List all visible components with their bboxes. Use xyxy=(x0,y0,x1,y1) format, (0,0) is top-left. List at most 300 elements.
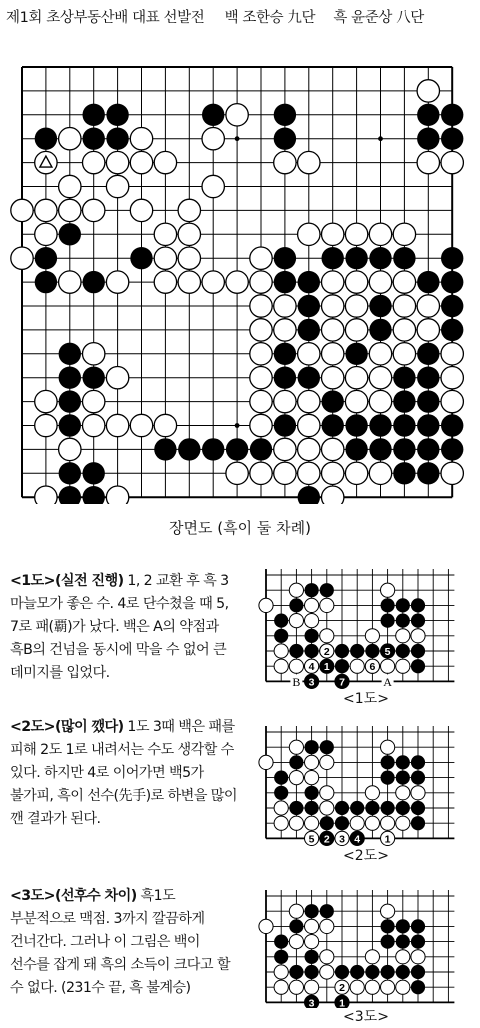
white-stone xyxy=(106,486,128,504)
white-stone xyxy=(274,801,288,815)
black-stone xyxy=(202,438,224,460)
black-stone xyxy=(365,644,379,658)
white-stone xyxy=(289,980,303,994)
black-stone xyxy=(274,271,296,293)
white-stone xyxy=(320,950,334,964)
black-stone xyxy=(441,319,463,341)
point-label: A xyxy=(383,674,392,689)
white-stone xyxy=(396,786,410,800)
black-stone xyxy=(381,614,395,628)
black-stone xyxy=(320,583,334,597)
black-stone xyxy=(411,771,425,785)
white-stone xyxy=(274,659,288,673)
black-stone xyxy=(59,414,81,436)
white-stone xyxy=(322,462,344,484)
diagram-1-title: <1도>(실전 진행) xyxy=(10,573,124,589)
black-stone xyxy=(411,919,425,933)
black-stone xyxy=(106,128,128,150)
white-stone xyxy=(226,271,248,293)
white-stone xyxy=(250,367,272,389)
black-stone xyxy=(396,614,410,628)
white-stone xyxy=(274,980,288,994)
black-stone xyxy=(381,919,395,933)
black-stone xyxy=(396,935,410,949)
move-number: 7 xyxy=(339,676,345,689)
white-stone xyxy=(289,816,303,830)
white-stone xyxy=(350,816,364,830)
white-stone xyxy=(305,980,319,994)
white-stone xyxy=(298,343,320,365)
black-stone xyxy=(411,598,425,612)
white-stone xyxy=(345,223,367,245)
white-stone xyxy=(250,414,272,436)
diagram-2-text: 1도 3때 백은 패를 피해 2도 1로 내려서는 수도 생각할 수 있다. 하지만 4로 이어가면 백5가 불가피, 흑이 선수(先手)로 하변을 많이 깬 결과가 된다. xyxy=(10,719,237,827)
black-stone xyxy=(411,801,425,815)
black-stone xyxy=(411,980,425,994)
black-stone xyxy=(411,614,425,628)
white-stone xyxy=(35,223,57,245)
header xyxy=(6,6,476,28)
white-stone xyxy=(411,629,425,643)
white-stone xyxy=(178,223,200,245)
black-stone xyxy=(345,414,367,436)
black-stone xyxy=(83,271,105,293)
white-stone xyxy=(320,919,334,933)
black-stone xyxy=(59,343,81,365)
black-stone xyxy=(83,104,105,126)
black-stone xyxy=(350,801,364,815)
black-stone xyxy=(441,295,463,317)
black-stone xyxy=(305,629,319,643)
black-stone xyxy=(345,247,367,269)
diagram-1-text: 1, 2 교환 후 흑 3 마늘모가 좋은 수. 4로 단수쳤을 때 5, 7로 패(覇)가 났다. 백은 A의 약점과 흑B의 건넘을 동시에 막을 수 없어 큰 데미지를 입었다. xyxy=(10,573,229,681)
black-stone xyxy=(396,644,410,658)
white-stone xyxy=(393,319,415,341)
white-stone xyxy=(106,151,128,173)
white-stone xyxy=(106,414,128,436)
white-stone xyxy=(322,438,344,460)
black-stone xyxy=(320,816,334,830)
white-stone xyxy=(250,271,272,293)
black-stone xyxy=(130,247,152,269)
black-stone xyxy=(345,438,367,460)
black-stone xyxy=(335,801,349,815)
white-stone xyxy=(320,598,334,612)
black-stone xyxy=(274,950,288,964)
black-stone xyxy=(411,755,425,769)
white-stone xyxy=(350,659,364,673)
black-stone xyxy=(350,644,364,658)
white-stone xyxy=(369,367,391,389)
move-number: 5 xyxy=(384,646,391,658)
white-stone xyxy=(305,935,319,949)
black-stone xyxy=(365,801,379,815)
white-stone xyxy=(441,390,463,412)
white-stone xyxy=(289,904,303,918)
black-stone xyxy=(274,771,288,785)
black-stone xyxy=(289,965,303,979)
move-number: 4 xyxy=(354,833,361,846)
white-stone xyxy=(381,583,395,597)
black-stone xyxy=(59,367,81,389)
white-stone xyxy=(130,151,152,173)
white-stone xyxy=(396,980,410,994)
white-stone xyxy=(305,614,319,628)
white-stone xyxy=(274,644,288,658)
black-stone xyxy=(396,965,410,979)
black-stone xyxy=(274,935,288,949)
black-stone xyxy=(35,271,57,293)
black-stone xyxy=(59,390,81,412)
white-stone xyxy=(350,980,364,994)
white-stone xyxy=(274,319,296,341)
black-stone xyxy=(393,247,415,269)
black-stone xyxy=(35,128,57,150)
white-stone xyxy=(369,462,391,484)
black-stone xyxy=(305,786,319,800)
white-stone xyxy=(411,786,425,800)
white-stone xyxy=(365,980,379,994)
diagram-3-text: 흑1도 부분적으로 맥점. 3까지 깔끔하게 건너간다. 그러나 이 그림은 백이 선수를 잡게 돼 흑의 소득이 크다고 할 수 없다. (231수 끝, 흑 불계승) xyxy=(10,888,231,996)
black-stone xyxy=(322,414,344,436)
white-stone xyxy=(289,771,303,785)
black-stone xyxy=(274,343,296,365)
white-stone xyxy=(365,786,379,800)
black-stone xyxy=(335,659,349,673)
move-number: 3 xyxy=(308,676,315,689)
black-stone xyxy=(289,644,303,658)
black-stone xyxy=(322,390,344,412)
white-stone xyxy=(305,816,319,830)
black-stone xyxy=(305,801,319,815)
white-stone xyxy=(35,390,57,412)
black-stone xyxy=(417,462,439,484)
black-stone xyxy=(381,965,395,979)
white-stone xyxy=(441,343,463,365)
diagram-3-board xyxy=(252,886,480,1008)
black-stone xyxy=(417,104,439,126)
move-number: 2 xyxy=(323,833,330,846)
white-stone xyxy=(274,295,296,317)
black-stone xyxy=(178,438,200,460)
black-stone xyxy=(417,414,439,436)
black-stone xyxy=(305,950,319,964)
black-stone xyxy=(289,755,303,769)
black-stone xyxy=(305,740,319,754)
black-stone xyxy=(305,904,319,918)
white-stone xyxy=(381,904,395,918)
white-stone xyxy=(322,223,344,245)
white-stone xyxy=(320,755,334,769)
white-stone xyxy=(417,295,439,317)
black-stone xyxy=(322,247,344,269)
black-stone xyxy=(381,598,395,612)
white-stone xyxy=(320,786,334,800)
black-stone xyxy=(441,438,463,460)
white-stone xyxy=(305,771,319,785)
black-player: 흑 윤준상 八단 xyxy=(333,10,424,26)
white-stone xyxy=(274,816,288,830)
black-stone xyxy=(396,755,410,769)
white-stone xyxy=(345,295,367,317)
white-stone xyxy=(178,247,200,269)
black-stone xyxy=(59,486,81,504)
white-stone xyxy=(154,414,176,436)
white-stone xyxy=(305,755,319,769)
white-stone xyxy=(298,151,320,173)
black-stone xyxy=(345,343,367,365)
diagram-3-caption: <3도> xyxy=(343,1009,389,1025)
black-stone xyxy=(417,438,439,460)
black-stone xyxy=(396,801,410,815)
white-stone xyxy=(393,343,415,365)
white-stone xyxy=(83,199,105,221)
point-label: B xyxy=(292,674,301,689)
white-stone xyxy=(83,151,105,173)
white-stone xyxy=(396,816,410,830)
move-number: 3 xyxy=(339,833,345,846)
white-stone xyxy=(11,247,33,269)
black-stone xyxy=(411,935,425,949)
white-stone xyxy=(250,247,272,269)
black-stone xyxy=(393,438,415,460)
black-stone xyxy=(305,965,319,979)
black-stone xyxy=(381,755,395,769)
white-stone xyxy=(226,104,248,126)
black-stone xyxy=(417,367,439,389)
white-stone xyxy=(417,151,439,173)
white-stone xyxy=(35,486,57,504)
diagram-1-board xyxy=(252,565,480,693)
black-stone xyxy=(381,935,395,949)
black-stone xyxy=(417,390,439,412)
black-stone xyxy=(411,965,425,979)
black-stone xyxy=(369,295,391,317)
white-stone xyxy=(289,740,303,754)
white-stone xyxy=(250,319,272,341)
black-stone xyxy=(365,965,379,979)
white-stone xyxy=(441,367,463,389)
white-stone xyxy=(289,659,303,673)
white-stone xyxy=(381,816,395,830)
black-stone xyxy=(289,801,303,815)
black-stone xyxy=(289,598,303,612)
black-stone xyxy=(298,486,320,504)
white-stone xyxy=(320,629,334,643)
diagram-2-caption: <2도> xyxy=(343,848,389,864)
white-stone xyxy=(322,367,344,389)
white-stone xyxy=(259,598,273,612)
white-stone xyxy=(35,414,57,436)
black-stone xyxy=(335,644,349,658)
white-stone xyxy=(365,629,379,643)
black-stone xyxy=(350,965,364,979)
white-stone xyxy=(130,199,152,221)
black-stone xyxy=(393,414,415,436)
white-stone xyxy=(106,271,128,293)
white-stone xyxy=(381,659,395,673)
black-stone xyxy=(441,128,463,150)
white-stone xyxy=(345,462,367,484)
white-stone xyxy=(369,271,391,293)
diagram-1-comment xyxy=(10,570,242,685)
white-player: 백 조한승 九단 xyxy=(224,10,316,26)
black-stone xyxy=(411,644,425,658)
black-stone xyxy=(396,771,410,785)
black-stone xyxy=(335,965,349,979)
black-stone xyxy=(35,247,57,269)
white-stone xyxy=(178,271,200,293)
white-stone xyxy=(154,223,176,245)
black-stone xyxy=(298,271,320,293)
diagram-1-caption: <1도> xyxy=(343,691,389,707)
black-stone xyxy=(226,438,248,460)
white-stone xyxy=(298,390,320,412)
white-stone xyxy=(202,128,224,150)
white-stone xyxy=(393,295,415,317)
white-stone xyxy=(369,343,391,365)
white-stone xyxy=(298,438,320,460)
main-go-board xyxy=(0,44,480,504)
white-stone xyxy=(274,390,296,412)
black-stone xyxy=(305,644,319,658)
white-stone xyxy=(106,367,128,389)
black-stone xyxy=(274,414,296,436)
move-number: 6 xyxy=(369,661,376,674)
white-stone xyxy=(322,343,344,365)
white-stone xyxy=(369,223,391,245)
black-stone xyxy=(411,659,425,673)
white-stone xyxy=(154,151,176,173)
white-stone xyxy=(298,414,320,436)
white-stone xyxy=(411,950,425,964)
white-stone xyxy=(250,462,272,484)
main-diagram-caption: 장면도 (흑이 둘 차례) xyxy=(169,519,311,537)
black-stone xyxy=(417,128,439,150)
white-stone xyxy=(35,199,57,221)
diagram-2-board xyxy=(252,722,480,850)
white-stone xyxy=(59,271,81,293)
black-stone xyxy=(83,486,105,504)
black-stone xyxy=(274,629,288,643)
black-stone xyxy=(274,786,288,800)
white-stone xyxy=(289,935,303,949)
white-stone xyxy=(365,816,379,830)
black-stone xyxy=(369,438,391,460)
white-stone xyxy=(202,271,224,293)
white-stone xyxy=(59,175,81,197)
white-stone xyxy=(322,271,344,293)
black-stone xyxy=(320,740,334,754)
white-stone xyxy=(83,343,105,365)
black-stone xyxy=(274,614,288,628)
black-stone xyxy=(417,271,439,293)
white-stone xyxy=(365,950,379,964)
star-point xyxy=(235,136,240,141)
black-stone xyxy=(441,414,463,436)
black-stone xyxy=(381,771,395,785)
white-stone xyxy=(441,151,463,173)
black-stone xyxy=(83,367,105,389)
white-stone xyxy=(322,486,344,504)
diagram-2-comment xyxy=(10,716,242,831)
white-stone xyxy=(154,271,176,293)
white-stone xyxy=(441,462,463,484)
white-stone xyxy=(130,414,152,436)
black-stone xyxy=(59,223,81,245)
white-stone xyxy=(274,438,296,460)
white-stone xyxy=(381,980,395,994)
black-stone xyxy=(441,104,463,126)
star-point xyxy=(378,136,383,141)
black-stone xyxy=(393,390,415,412)
diagram-3-title: <3도>(선후수 차이) xyxy=(10,888,137,904)
white-stone xyxy=(59,128,81,150)
white-stone xyxy=(250,295,272,317)
white-stone xyxy=(11,199,33,221)
white-stone xyxy=(298,462,320,484)
white-stone xyxy=(178,199,200,221)
diagram-3-comment xyxy=(10,885,242,1000)
black-stone xyxy=(369,319,391,341)
black-stone xyxy=(298,295,320,317)
move-number: 4 xyxy=(308,661,315,674)
black-stone xyxy=(83,128,105,150)
move-number: 2 xyxy=(339,982,345,995)
black-stone xyxy=(441,247,463,269)
white-stone xyxy=(345,367,367,389)
black-stone xyxy=(396,919,410,933)
black-stone xyxy=(106,104,128,126)
black-stone xyxy=(393,367,415,389)
white-stone xyxy=(106,175,128,197)
white-stone xyxy=(274,462,296,484)
white-stone xyxy=(274,151,296,173)
white-stone xyxy=(259,755,273,769)
black-stone xyxy=(320,904,334,918)
black-stone xyxy=(202,104,224,126)
black-stone xyxy=(441,271,463,293)
white-stone xyxy=(274,965,288,979)
white-stone xyxy=(289,614,303,628)
white-stone xyxy=(345,390,367,412)
black-stone xyxy=(274,128,296,150)
white-stone xyxy=(226,462,248,484)
white-stone xyxy=(259,919,273,933)
move-number: 5 xyxy=(308,833,315,846)
black-stone xyxy=(411,816,425,830)
move-number: 2 xyxy=(323,646,330,658)
white-stone xyxy=(369,390,391,412)
black-stone xyxy=(298,319,320,341)
black-stone xyxy=(417,343,439,365)
white-stone xyxy=(393,223,415,245)
white-stone xyxy=(83,390,105,412)
white-stone xyxy=(393,271,415,293)
move-number: 1 xyxy=(384,833,391,846)
black-stone xyxy=(335,816,349,830)
white-stone xyxy=(298,223,320,245)
move-number: 1 xyxy=(339,997,345,1008)
white-stone xyxy=(417,80,439,102)
move-number: 1 xyxy=(323,661,330,674)
white-stone xyxy=(417,319,439,341)
black-stone xyxy=(396,598,410,612)
black-stone xyxy=(393,462,415,484)
white-stone xyxy=(305,919,319,933)
white-stone xyxy=(345,271,367,293)
black-stone xyxy=(298,367,320,389)
